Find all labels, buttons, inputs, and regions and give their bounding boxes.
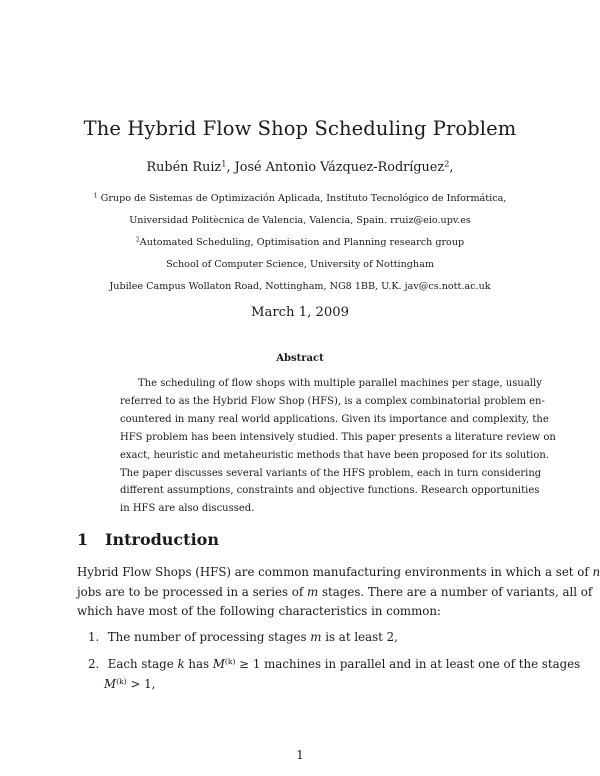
abstract-line-text: The scheduling of flow shops with multiple parallel machines per stage, usually (138, 378, 542, 389)
paper-title: The Hybrid Flow Shop Scheduling Problem (83, 117, 517, 140)
page-number: 1 (296, 748, 304, 762)
math-variable: k (177, 657, 185, 671)
section-number: 1 (77, 530, 89, 549)
author-1-name: Rubén Ruiz (146, 160, 222, 175)
affiliation-2-line-3: Jubilee Campus Wollaton Road, Nottingham, NG8 1BB, U.K. jav@cs.nott.ac.uk (109, 281, 491, 292)
affiliation-2-text: Automated Scheduling, Optimisation and Planning research group (139, 237, 465, 248)
abstract-line: countered in many real world applications. Given its importance and complexity, the (120, 413, 549, 425)
list-item-text: is at least 2, (321, 630, 398, 644)
math-variable: n (592, 565, 600, 579)
author-trailing-comma: , (449, 160, 454, 175)
author-separator: , (226, 160, 235, 175)
list-item-text: > 1, (126, 676, 156, 691)
list-item (88, 655, 581, 694)
abstract-line: The paper discusses several variants of the HFS problem, each in turn considering (120, 467, 542, 479)
intro-line: which have most of the following characteristics in common: (77, 604, 441, 619)
list-item-line (88, 675, 524, 695)
affiliation-1-text: Grupo de Sistemas de Optimización Aplicada, Instituto Tecnológico de Informática, (97, 193, 507, 204)
abstract-body (120, 375, 556, 518)
affiliation-1-line-2: Universidad Politècnica de Valencia, Valencia, Spain. rruiz@eio.upv.es (129, 215, 471, 226)
author-2-affiliation-mark: 2 (444, 158, 450, 169)
list-item (88, 628, 524, 648)
author-line (0, 160, 600, 175)
math-variable: M (212, 657, 225, 671)
abstract-line: referred to as the Hybrid Flow Shop (HFS), is a complex combinatorial problem en- (120, 395, 545, 407)
math-superscript: (k) (116, 676, 127, 686)
section-heading (77, 530, 219, 549)
affiliation-1-mark: 1 (93, 192, 98, 200)
intro-text: Hybrid Flow Shops (HFS) are common manufacturing environments in which a set of (77, 565, 593, 579)
list-item-text: The number of processing stages (107, 630, 311, 644)
author-2-name: José Antonio Vázquez-Rodríguez (234, 160, 445, 175)
math-variable: m (307, 584, 319, 599)
author-1-affiliation-mark: 1 (221, 158, 227, 169)
math-superscript: (k) (224, 656, 236, 666)
intro-text: stages. There are a number of variants, all of (318, 584, 593, 599)
paper-date: March 1, 2009 (250, 305, 350, 320)
list-item-label: 2. (88, 657, 100, 671)
abstract-line: different assumptions, constraints and objective functions. Research opportunities (120, 485, 540, 497)
abstract-line (120, 375, 542, 393)
list-item-text: Each stage (107, 657, 178, 671)
list-item-line (88, 655, 581, 675)
math-variable: m (310, 630, 322, 644)
abstract-line: HFS problem has been intensively studied. This paper presents a literature review on (120, 431, 556, 443)
intro-line (77, 583, 593, 603)
affiliation-1-line-1 (0, 193, 600, 204)
section-title: Introduction (105, 530, 219, 549)
intro-paragraph (77, 563, 600, 622)
affiliation-2-line-1 (0, 237, 600, 248)
list-item-text: ≥ 1 machines in parallel and in at least one of the stages (235, 657, 581, 671)
list-item-label: 1. (88, 630, 100, 644)
intro-line (77, 563, 600, 583)
abstract-heading: Abstract (276, 353, 324, 364)
affiliation-2-line-2: School of Computer Science, University of Nottingham (166, 259, 434, 270)
intro-text: jobs are to be processed in a series of (77, 584, 308, 599)
abstract-line: exact, heuristic and metaheuristic methods that have been proposed for its solution. (120, 449, 549, 461)
math-variable: M (104, 676, 117, 691)
list-item-text: has (184, 657, 213, 671)
affiliation-2-mark: 2 (135, 236, 140, 244)
abstract-line: in HFS are also discussed. (120, 503, 255, 515)
